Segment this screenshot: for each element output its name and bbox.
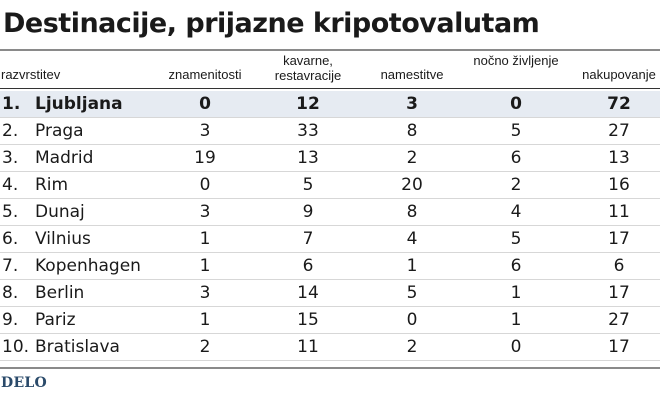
title-divider [0,49,660,51]
value-cell: 5 [510,121,522,141]
value-cell: 27 [608,121,630,141]
value-cell: 3 [199,121,211,141]
value-cell: 6 [510,256,522,276]
value-cell: 16 [608,175,630,195]
rank-cell: 6. [2,229,19,249]
table-row [0,280,660,307]
value-cell: 6 [613,256,625,276]
table-row [0,199,660,226]
table-row [0,226,660,253]
value-cell: 6 [510,148,522,168]
table-row [0,334,660,361]
city-cell: Berlin [35,283,85,303]
value-cell: 3 [199,283,211,303]
value-cell: 5 [510,229,522,249]
header-rank: razvrstitev [1,67,61,82]
value-cell: 0 [510,94,522,114]
table-row [0,172,660,199]
rank-cell: 7. [2,256,19,276]
city-cell: Pariz [35,310,76,330]
header-namestitve: namestitve [380,67,444,82]
value-cell: 14 [297,283,319,303]
table-row [0,145,660,172]
city-cell: Bratislava [35,337,120,357]
value-cell: 4 [406,229,418,249]
city-cell: Rim [35,175,69,195]
table-row [0,91,660,118]
bottom-divider [0,367,660,369]
chart-title: Destinacije, prijazne kripotovalutam [3,8,540,39]
value-cell: 13 [608,148,630,168]
rank-cell: 3. [2,148,19,168]
value-cell: 4 [510,202,522,222]
value-cell: 33 [297,121,319,141]
value-cell: 5 [302,175,314,195]
header-kavarne-restavracije: kavarne, restavracije [274,53,342,83]
value-cell: 1 [199,310,211,330]
value-cell: 1 [199,256,211,276]
value-cell: 2 [199,337,211,357]
city-cell: Madrid [35,148,94,168]
value-cell: 11 [608,202,630,222]
rank-cell: 8. [2,283,19,303]
city-cell: Kopenhagen [35,256,141,276]
value-cell: 27 [608,310,630,330]
value-cell: 17 [608,337,630,357]
value-cell: 9 [302,202,314,222]
value-cell: 1 [510,310,522,330]
value-cell: 0 [406,310,418,330]
value-cell: 2 [406,337,418,357]
value-cell: 19 [194,148,216,168]
value-cell: 2 [510,175,522,195]
rank-cell: 2. [2,121,19,141]
value-cell: 12 [296,94,320,114]
value-cell: 1 [510,283,522,303]
value-cell: 3 [406,94,418,114]
header-nakupovanje: nakupovanje [582,67,656,82]
header-nocno-zivljenje: nočno življenje [473,53,559,68]
value-cell: 2 [406,148,418,168]
value-cell: 3 [199,202,211,222]
value-cell: 1 [406,256,418,276]
header-znamenitosti: znamenitosti [168,67,242,82]
rank-cell: 9. [2,310,19,330]
table-row [0,307,660,334]
city-cell: Praga [35,121,84,141]
value-cell: 20 [401,175,423,195]
value-cell: 8 [406,121,418,141]
table-row [0,253,660,280]
value-cell: 5 [406,283,418,303]
table-row [0,118,660,145]
rank-cell: 10. [2,337,30,357]
value-cell: 6 [302,256,314,276]
value-cell: 0 [199,94,211,114]
header-divider [0,88,660,89]
delo-logo: DELO [1,375,48,391]
value-cell: 17 [608,283,630,303]
value-cell: 17 [608,229,630,249]
value-cell: 11 [297,337,319,357]
value-cell: 0 [199,175,211,195]
value-cell: 72 [607,94,631,114]
value-cell: 13 [297,148,319,168]
city-cell: Vilnius [35,229,91,249]
value-cell: 7 [302,229,314,249]
value-cell: 0 [510,337,522,357]
rank-cell: 5. [2,202,19,222]
value-cell: 15 [297,310,319,330]
city-cell: Ljubljana [35,94,123,114]
city-cell: Dunaj [35,202,85,222]
table-body [0,91,660,361]
value-cell: 1 [199,229,211,249]
rank-cell: 1. [2,94,21,114]
rank-cell: 4. [2,175,19,195]
value-cell: 8 [406,202,418,222]
